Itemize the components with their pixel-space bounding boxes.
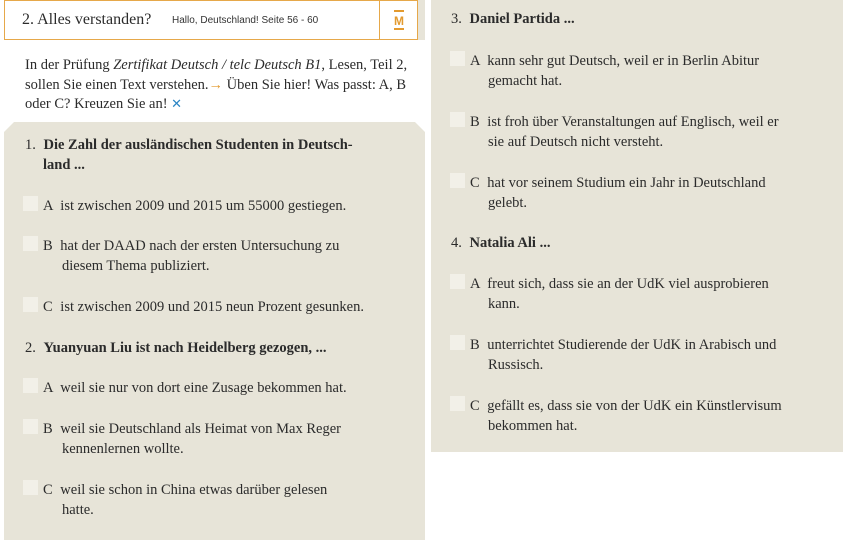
option-text: kann sehr gut Deutsch, weil er in Berlin Abitur <box>487 53 760 69</box>
option-text: gefällt es, dass sie von der UdK ein Künstlervisum <box>487 398 782 414</box>
checkbox-1b[interactable] <box>23 236 38 251</box>
option-letter: C <box>43 482 53 498</box>
option-text: hat der DAAD nach der ersten Untersuchung zu <box>60 238 340 254</box>
option-text: weil sie schon in China etwas darüber gelesen <box>60 482 328 498</box>
option-2c-cont <box>62 501 94 521</box>
option-letter: B <box>43 421 53 437</box>
option-letter: C <box>43 299 53 315</box>
question-number: 3. <box>451 11 462 27</box>
exercise-header <box>4 0 418 40</box>
question-text: Yuanyuan Liu ist nach Heidelberg gezogen, ... <box>43 340 327 356</box>
option-text-cont: bekommen hat. <box>488 418 578 434</box>
option-4a-cont <box>488 295 520 315</box>
instructions-text-3: Üben Sie hier! Was passt: A, B oder C? Kreuzen Sie an! <box>25 76 407 112</box>
notch-left <box>4 122 14 132</box>
option-text: weil sie Deutschland als Heimat von Max Reger <box>60 421 341 437</box>
option-text: freut sich, dass sie an der UdK viel ausprobieren <box>487 276 769 292</box>
option-1a <box>43 197 346 217</box>
option-4b-cont <box>488 356 543 376</box>
option-1b <box>43 237 339 257</box>
arrow-right-icon: → <box>208 76 224 93</box>
option-text: ist froh über Veranstaltungen auf Englisch, weil er <box>487 114 779 130</box>
question-2-title <box>25 339 327 359</box>
option-letter: C <box>470 398 480 414</box>
left-panel <box>4 0 425 540</box>
instructions <box>25 56 410 115</box>
option-letter: A <box>43 198 53 214</box>
option-text-cont: sie auf Deutsch nicht versteht. <box>488 134 664 150</box>
option-3c <box>470 174 766 194</box>
question-text: Die Zahl der ausländischen Studenten in Deutsch- <box>43 137 353 153</box>
question-number: 2. <box>25 340 36 356</box>
option-3c-cont <box>488 194 527 214</box>
checkbox-3a[interactable] <box>450 51 465 66</box>
option-text-cont: diesem Thema publiziert. <box>62 258 210 274</box>
instructions-text-1: In der Prüfung <box>25 57 114 73</box>
question-number: 4. <box>451 235 462 251</box>
question-number: 1. <box>25 137 36 153</box>
option-letter: A <box>43 380 53 396</box>
option-2b-cont <box>62 440 184 460</box>
option-4b <box>470 336 776 356</box>
exam-name: Zertifikat Deutsch / telc Deutsch B1 <box>113 57 322 73</box>
option-letter: A <box>470 276 480 292</box>
cross-mark-icon: ✕ <box>171 97 183 112</box>
question-text-cont: land ... <box>43 157 85 173</box>
option-text-cont: kennenlernen wollte. <box>62 441 184 457</box>
question-text: Daniel Partida ... <box>469 11 575 27</box>
option-3a <box>470 52 759 72</box>
question-1-title-cont <box>43 156 85 176</box>
question-3-title <box>451 10 575 30</box>
option-4a <box>470 275 769 295</box>
question-4-title <box>451 234 550 254</box>
option-text: hat vor seinem Studium ein Jahr in Deutschland <box>487 175 766 191</box>
notch-right <box>415 122 425 132</box>
checkbox-2b[interactable] <box>23 419 38 434</box>
option-2c <box>43 481 327 501</box>
option-letter: B <box>43 238 53 254</box>
checkbox-4b[interactable] <box>450 335 465 350</box>
option-text: ist zwischen 2009 und 2015 um 55000 gestiegen. <box>60 198 347 214</box>
option-2a <box>43 379 347 399</box>
question-1-title <box>25 136 415 156</box>
option-1c <box>43 298 364 318</box>
header-divider <box>379 1 380 39</box>
exercise-title: 2. Alles verstanden? <box>22 11 152 28</box>
question-text: Natalia Ali ... <box>469 235 551 251</box>
checkbox-3c[interactable] <box>450 173 465 188</box>
option-3a-cont <box>488 72 562 92</box>
m-badge-icon[interactable] <box>391 10 407 30</box>
right-panel <box>431 0 843 452</box>
option-4c <box>470 397 782 417</box>
checkbox-2c[interactable] <box>23 480 38 495</box>
checkbox-1a[interactable] <box>23 196 38 211</box>
option-letter: B <box>470 337 480 353</box>
option-letter: B <box>470 114 480 130</box>
option-4c-cont <box>488 417 577 437</box>
option-text-cont: Russisch. <box>488 357 544 373</box>
checkbox-1c[interactable] <box>23 297 38 312</box>
checkbox-3b[interactable] <box>450 112 465 127</box>
checkbox-4c[interactable] <box>450 396 465 411</box>
option-letter: C <box>470 175 480 191</box>
option-letter: A <box>470 53 480 69</box>
option-3b-cont <box>488 133 663 153</box>
book-reference: Hallo, Deutschland! Seite 56 - 60 <box>172 15 319 26</box>
option-2b <box>43 420 341 440</box>
instructions-text-2: , Lesen, Teil 2, sollen Sie einen Text verstehen. <box>25 57 408 93</box>
option-text-cont: gelebt. <box>488 195 528 211</box>
option-text: ist zwischen 2009 und 2015 neun Prozent gesunken. <box>60 299 364 315</box>
checkbox-2a[interactable] <box>23 378 38 393</box>
option-3b <box>470 113 779 133</box>
checkbox-4a[interactable] <box>450 274 465 289</box>
option-text: unterrichtet Studierende der UdK in Arabisch und <box>487 337 777 353</box>
option-text-cont: kann. <box>488 296 520 312</box>
option-text-cont: hatte. <box>62 502 94 518</box>
option-text: weil sie nur von dort eine Zusage bekommen hat. <box>60 380 347 396</box>
option-text-cont: gemacht hat. <box>488 73 563 89</box>
m-badge-label: M <box>394 14 404 28</box>
option-1b-cont <box>62 257 210 277</box>
